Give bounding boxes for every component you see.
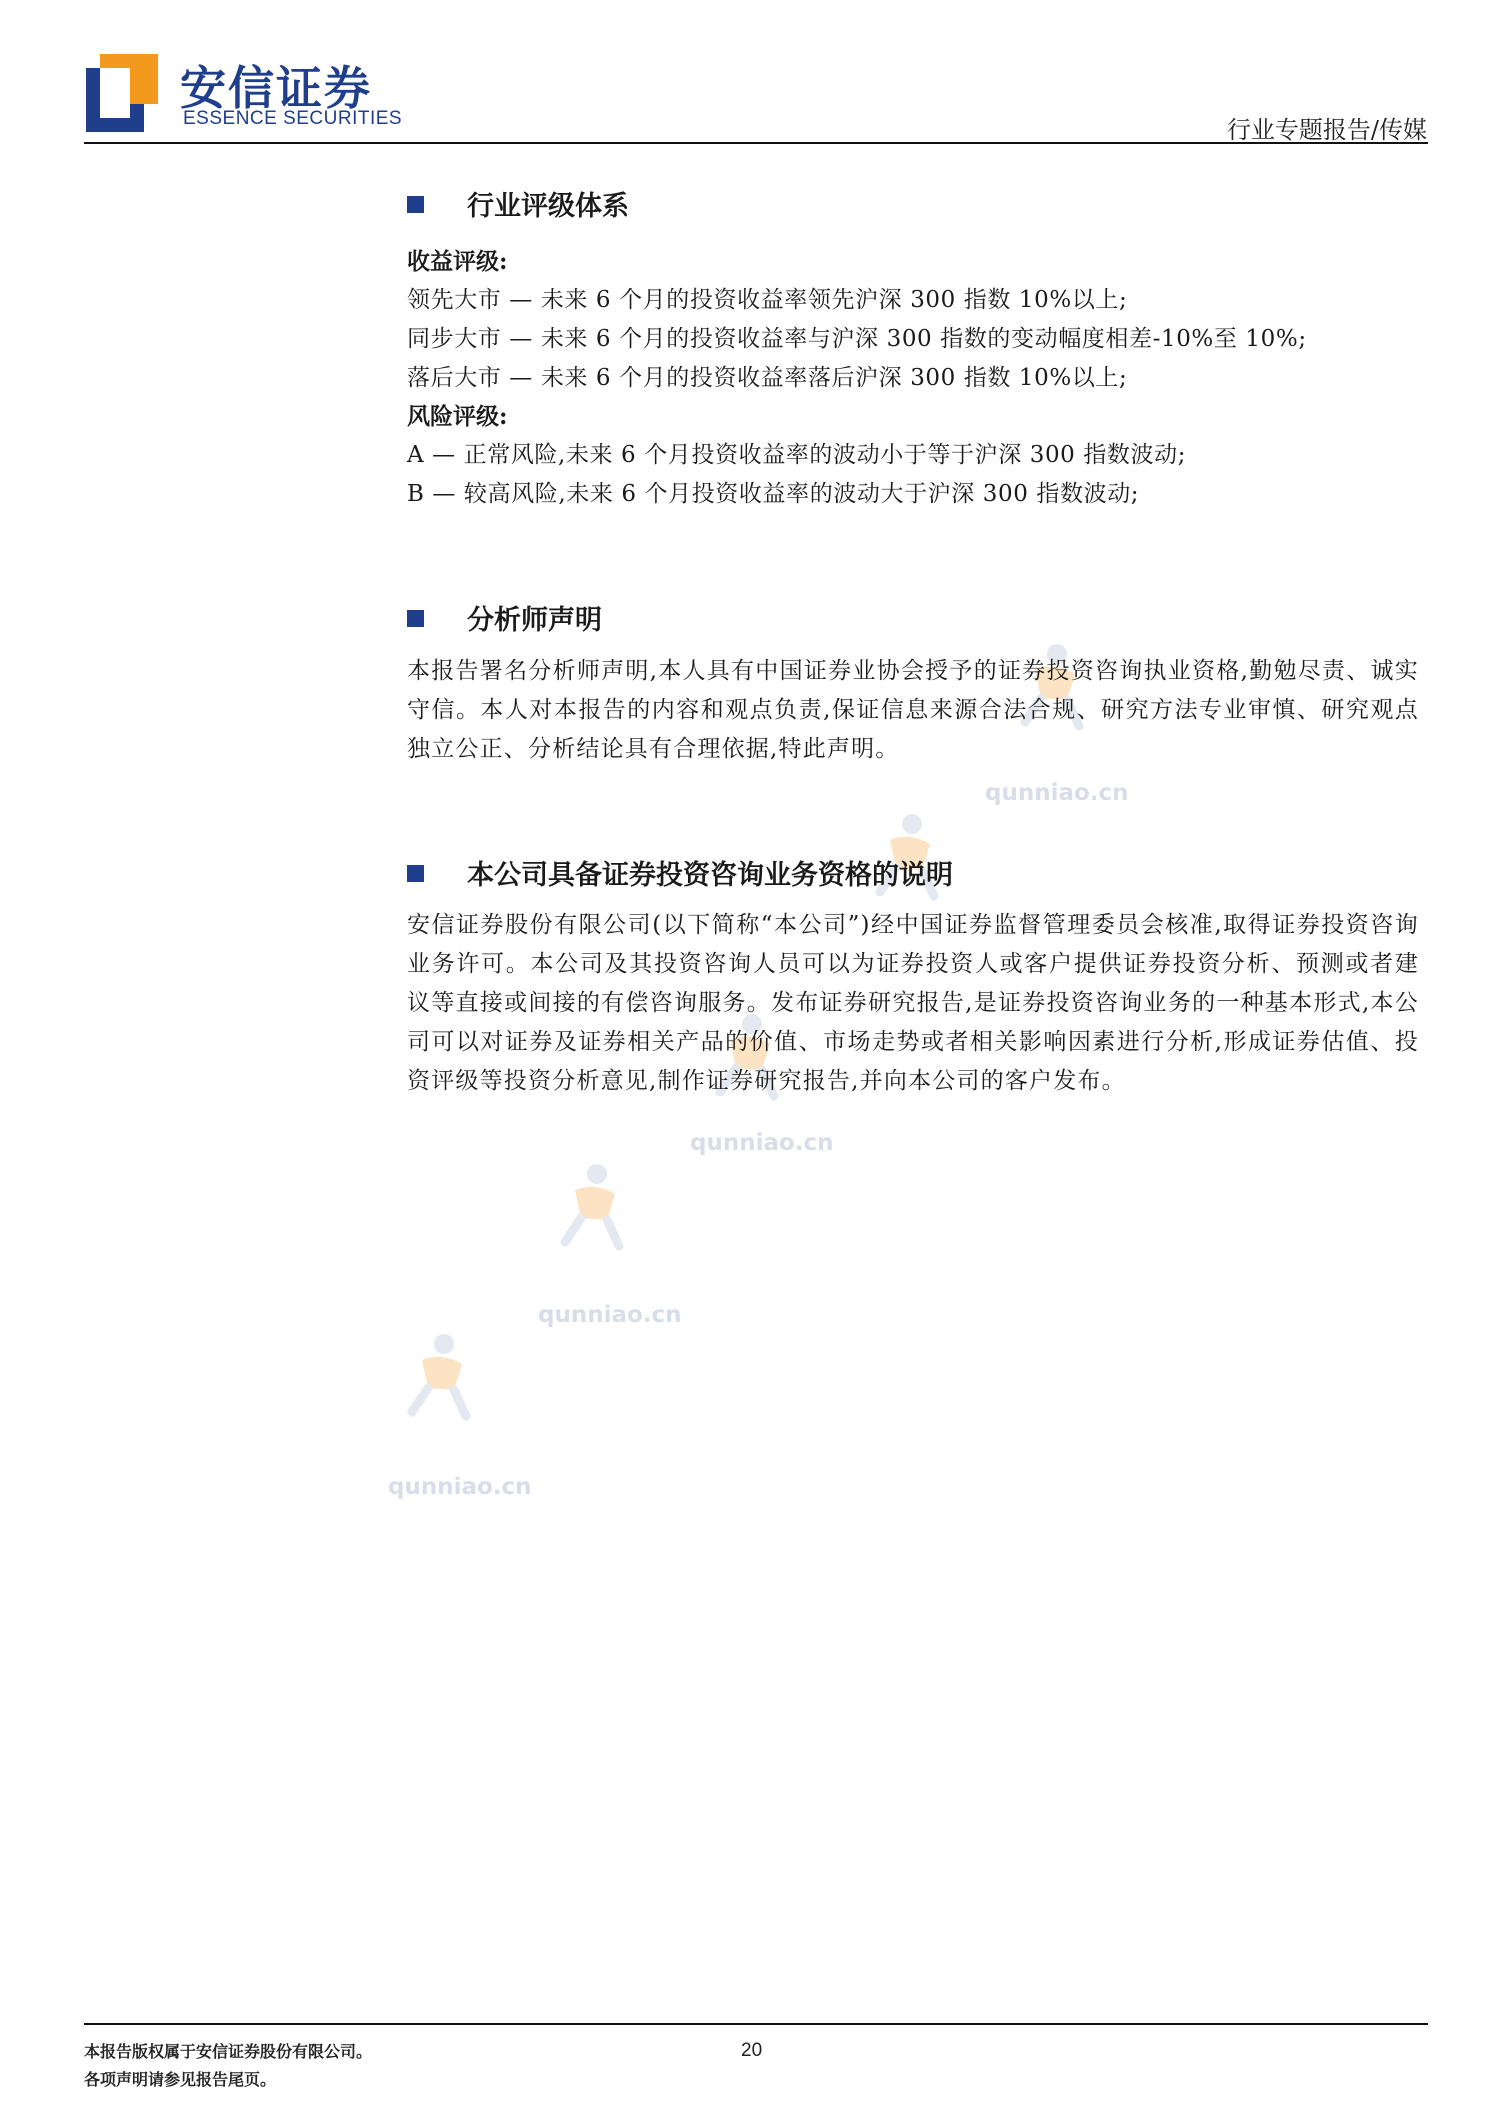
section-title-qualification: 本公司具备证券投资咨询业务资格的说明 [407,853,953,892]
section-title-analyst: 分析师声明 [407,598,602,637]
watermark-text: qunniao.cn [388,1474,532,1500]
header-divider [84,142,1428,144]
footer-line-copyright: 本报告版权属于安信证券股份有限公司。 [84,2042,373,2061]
section-bullet-icon [407,196,424,213]
risk-rating-item: B — 较高风险,未来 6 个月投资收益率的波动大于沪深 300 指数波动; [407,481,1140,507]
qualification-statement: 安信证券股份有限公司(以下简称“本公司”)经中国证券监督管理委员会核准,取得证券投资咨询业务许可。本公司及其投资咨询人员可以为证券投资人或客户提供证券投资分析、预测或者建议等直接或间接的有偿咨询服务。发布证券研究报告,是证券投资咨询业务的一种基本形式,本公司可以对证券及证券相关产品的价值、市场走势或者相关影响因素进行分析,形成证券估值、投资评级等投资分析意见,制作证券研究报告,并向本公司的客户发布。 [407,912,1419,1094]
watermark-text: qunniao.cn [538,1302,682,1328]
section-bullet-icon [407,610,424,627]
page-number: 20 [741,2040,763,2061]
logo-chinese-name: 安信证券 [180,61,372,115]
watermark-figure-icon [392,1330,482,1425]
return-rating-item: 领先大市 — 未来 6 个月的投资收益率领先沪深 300 指数 10%以上; [407,287,1128,313]
watermark-text: qunniao.cn [690,1130,834,1156]
analyst-statement: 本报告署名分析师声明,本人具有中国证券业协会授予的证券投资咨询执业资格,勤勉尽责、诚实守信。本人对本报告的内容和观点负责,保证信息来源合法合规、研究方法专业审慎、研究观点独立公正、分析结论具有合理依据,特此声明。 [407,658,1419,762]
return-rating-item: 落后大市 — 未来 6 个月的投资收益率落后沪深 300 指数 10%以上; [407,365,1128,391]
watermark-figure-icon [545,1160,635,1255]
watermark-text: qunniao.cn [985,780,1129,806]
logo-english-name: ESSENCE SECURITIES [183,108,403,129]
footer-copyright [84,2038,372,2094]
section-bullet-icon [407,865,424,882]
return-rating-label: 收益评级: [407,248,508,275]
report-type: 行业专题报告/传媒 [1226,116,1427,144]
footer-line-disclaimer: 各项声明请参见报告尾页。 [84,2070,277,2089]
section-title-rating: 行业评级体系 [407,184,629,223]
logo-mark-icon [86,54,158,132]
footer-divider [84,2023,1428,2025]
return-rating-item: 同步大市 — 未来 6 个月的投资收益率与沪深 300 指数的变动幅度相差-10%至 10%; [407,326,1307,352]
risk-rating-item: A — 正常风险,未来 6 个月投资收益率的波动小于等于沪深 300 指数波动; [407,442,1187,468]
risk-rating-label: 风险评级: [407,403,508,430]
